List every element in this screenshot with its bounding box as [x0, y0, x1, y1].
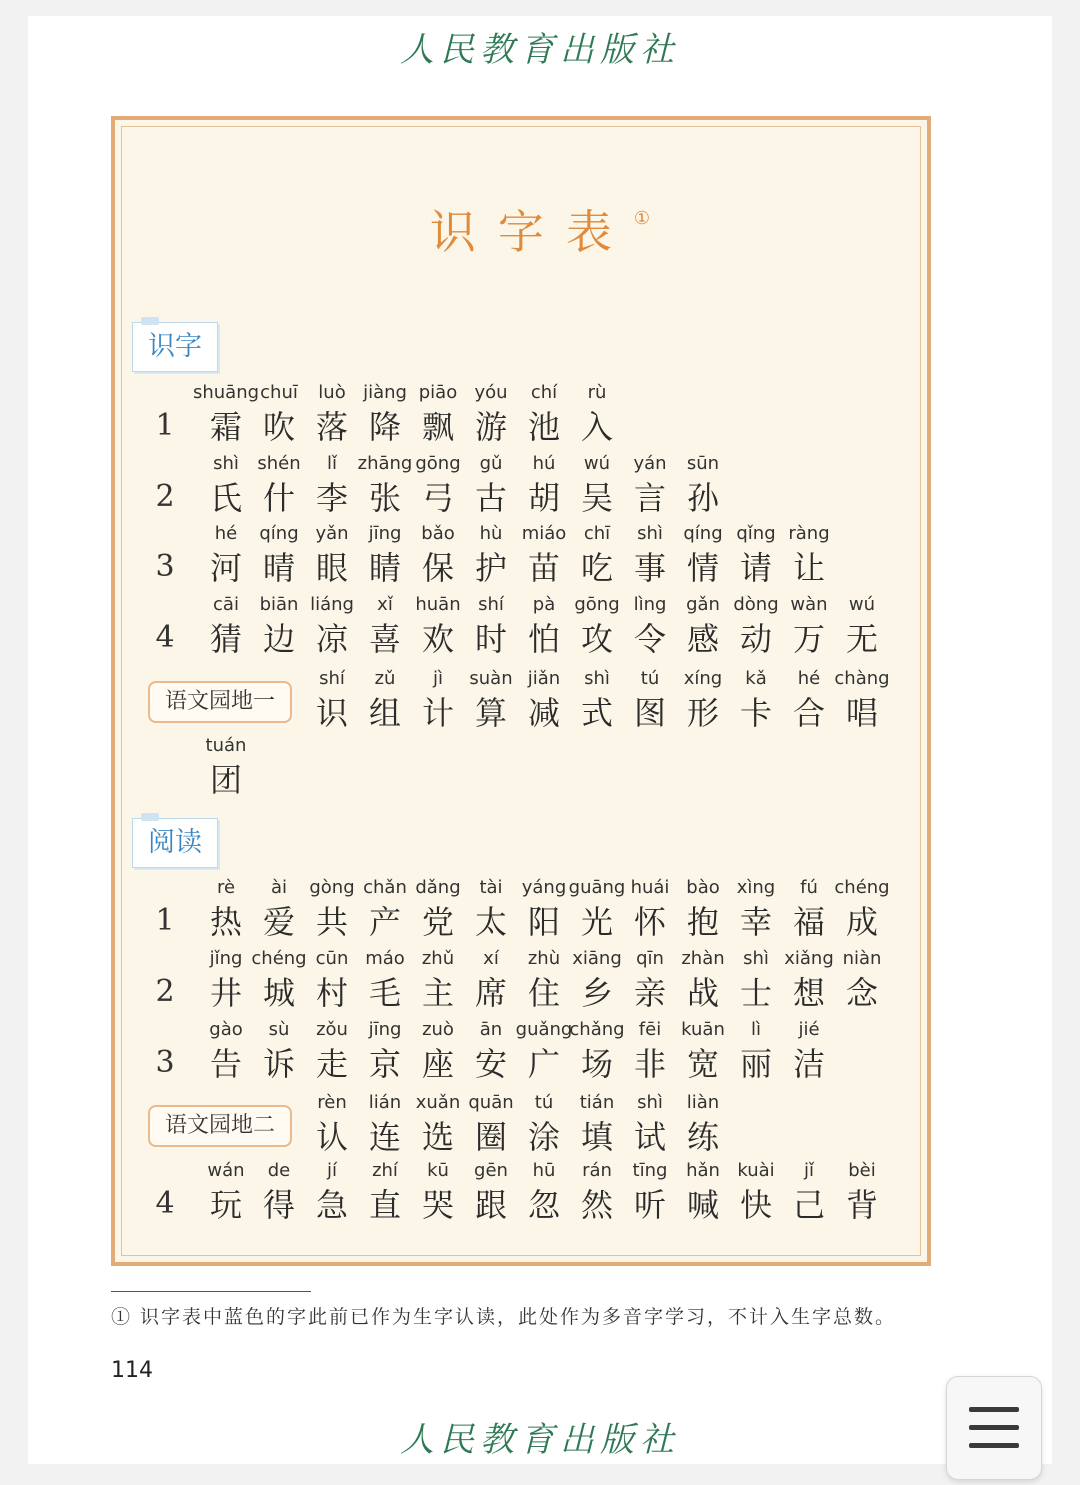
pinyin: shén [257, 453, 301, 474]
hanzi: 共 [315, 903, 348, 941]
pinyin: dòng [733, 594, 779, 615]
pinyin: qíng [259, 523, 299, 544]
pinyin: rán [582, 1160, 612, 1181]
pinyin: jiǎn [527, 668, 561, 689]
hanzi: 什 [262, 479, 295, 517]
section-tab-yuedu: 阅读 [132, 818, 218, 868]
hanzi: 得 [262, 1186, 295, 1224]
pinyin: pà [532, 594, 556, 615]
pinyin: qǐng [736, 523, 776, 544]
hanzi: 怕 [527, 620, 560, 658]
hamburger-menu-icon[interactable] [946, 1376, 1042, 1480]
hanzi: 落 [315, 408, 348, 446]
pinyin: xiǎng [784, 948, 834, 969]
pinyin: de [267, 1160, 291, 1181]
hanzi: 丽 [739, 1045, 772, 1083]
page-number: 114 [111, 1358, 153, 1383]
pinyin: hé [214, 523, 238, 544]
hanzi: 连 [368, 1118, 401, 1156]
hanzi: 降 [368, 408, 401, 446]
pinyin: tián [579, 1092, 615, 1113]
pinyin: zhù [527, 948, 561, 969]
shizi-row-3-char-cell [779, 522, 839, 590]
hanzi: 席 [474, 974, 507, 1012]
pinyin: zhàn [681, 948, 725, 969]
pinyin: xìng [736, 877, 776, 898]
pinyin: jì [432, 668, 443, 689]
hanzi: 孙 [686, 479, 719, 517]
pinyin: zǔ [374, 668, 396, 689]
pinyin: shì [584, 668, 610, 689]
pinyin: miáo [521, 523, 567, 544]
hanzi: 怀 [633, 903, 666, 941]
pinyin: piāo [418, 382, 458, 403]
pinyin: jié [798, 1019, 820, 1040]
hanzi: 井 [209, 974, 242, 1012]
pinyin: zǒu [316, 1019, 348, 1040]
pinyin: kuān [681, 1019, 725, 1040]
footnote-divider [111, 1291, 311, 1292]
shizi-row-1-char-cell [567, 381, 627, 449]
pinyin: jīng [368, 1019, 402, 1040]
pinyin: liàn [686, 1092, 720, 1113]
hanzi: 图 [633, 694, 666, 732]
hanzi: 晴 [262, 549, 295, 587]
hanzi: 洁 [792, 1045, 825, 1083]
pinyin: fú [800, 877, 818, 898]
pinyin: wú [848, 594, 876, 615]
hanzi: 唱 [845, 694, 878, 732]
pinyin: kuài [737, 1160, 775, 1181]
pinyin: chǎng [569, 1019, 625, 1040]
hanzi: 请 [739, 549, 772, 587]
hanzi: 涂 [527, 1118, 560, 1156]
pinyin: gòng [309, 877, 355, 898]
hanzi: 喊 [686, 1186, 719, 1224]
pinyin: tú [640, 668, 660, 689]
pinyin: máo [365, 948, 405, 969]
hanzi: 填 [580, 1118, 613, 1156]
hanzi: 诉 [262, 1045, 295, 1083]
hanzi: 村 [315, 974, 348, 1012]
hanzi: 党 [421, 903, 454, 941]
hanzi: 城 [262, 974, 295, 1012]
pinyin: yán [633, 453, 667, 474]
pinyin: yáng [521, 877, 567, 898]
row-number: 2 [155, 479, 175, 514]
pinyin: jí [326, 1160, 337, 1181]
yuedu-row-4-char-cell [832, 1159, 892, 1227]
hanzi: 京 [368, 1045, 401, 1083]
pinyin: shì [637, 523, 663, 544]
pinyin: guǎng [515, 1019, 573, 1040]
hanzi: 主 [421, 974, 454, 1012]
pinyin: ràng [788, 523, 830, 544]
pinyin: tīng [632, 1160, 668, 1181]
hanzi: 哭 [421, 1186, 454, 1224]
pinyin: tài [479, 877, 503, 898]
hanzi: 光 [580, 903, 613, 941]
hanzi: 跟 [474, 1186, 507, 1224]
hanzi: 张 [368, 479, 401, 517]
hanzi: 产 [368, 903, 401, 941]
pinyin: ài [270, 877, 288, 898]
hanzi: 爱 [262, 903, 295, 941]
pinyin: guāng [568, 877, 626, 898]
footnote: ① 识字表中蓝色的字此前已作为生字认读，此处作为多音字学习，不计入生字总数。 [111, 1306, 897, 1328]
hanzi: 减 [527, 694, 560, 732]
hanzi: 住 [527, 974, 560, 1012]
pinyin: lǐ [326, 453, 337, 474]
hanzi: 场 [580, 1045, 613, 1083]
hanzi: 广 [527, 1045, 560, 1083]
pinyin: zhāng [357, 453, 413, 474]
garden1-wrap-char-cell [196, 734, 256, 802]
title-text: 识字表 [429, 205, 634, 259]
hanzi: 福 [792, 903, 825, 941]
pinyin: shì [213, 453, 239, 474]
garden1-char-cell [832, 667, 892, 735]
pinyin: wàn [790, 594, 828, 615]
yuedu-row-3-char-cell [779, 1018, 839, 1086]
pinyin: hé [797, 668, 821, 689]
garden-label-2: 语文园地二 [148, 1105, 292, 1147]
hanzi: 情 [686, 549, 719, 587]
hanzi: 边 [262, 620, 295, 658]
hanzi: 圈 [474, 1118, 507, 1156]
hanzi: 吹 [262, 408, 295, 446]
section-tab-shizi: 识字 [132, 322, 218, 372]
hanzi: 氏 [209, 479, 242, 517]
pinyin: chī [583, 523, 611, 544]
hanzi: 飘 [421, 408, 454, 446]
hanzi: 热 [209, 903, 242, 941]
hanzi: 时 [474, 620, 507, 658]
pinyin: tuán [205, 735, 247, 756]
hanzi: 告 [209, 1045, 242, 1083]
hanzi: 睛 [368, 549, 401, 587]
pinyin: quān [468, 1092, 514, 1113]
pinyin: wán [207, 1160, 245, 1181]
hanzi: 己 [792, 1186, 825, 1224]
hanzi: 然 [580, 1186, 613, 1224]
pinyin: shì [743, 948, 769, 969]
pinyin: gōng [574, 594, 620, 615]
hanzi: 背 [845, 1186, 878, 1224]
pinyin: jīng [368, 523, 402, 544]
hanzi: 入 [580, 408, 613, 446]
hanzi: 池 [527, 408, 560, 446]
pinyin: xíng [683, 668, 723, 689]
shizi-row-4-char-cell [832, 593, 892, 661]
hanzi: 士 [739, 974, 772, 1012]
pinyin: jiàng [363, 382, 407, 403]
pinyin: yǎn [315, 523, 349, 544]
pinyin: sù [268, 1019, 290, 1040]
pinyin: dǎng [415, 877, 461, 898]
hanzi: 霜 [209, 408, 242, 446]
hanzi: 忽 [527, 1186, 560, 1224]
pinyin: biān [259, 594, 299, 615]
hanzi: 成 [845, 903, 878, 941]
row-number: 1 [155, 903, 175, 938]
pinyin: kǎ [745, 668, 767, 689]
hanzi: 太 [474, 903, 507, 941]
hanzi: 感 [686, 620, 719, 658]
pinyin: rèn [317, 1092, 347, 1113]
hanzi: 团 [209, 761, 242, 799]
pinyin: ān [479, 1019, 503, 1040]
hanzi: 计 [421, 694, 454, 732]
pinyin: shí [478, 594, 504, 615]
pinyin: lìng [633, 594, 667, 615]
pinyin: bǎo [421, 523, 455, 544]
pinyin: huān [415, 594, 461, 615]
pinyin: lián [368, 1092, 402, 1113]
pinyin: shuāng [192, 382, 260, 403]
page-title [0, 196, 1080, 262]
pinyin: yóu [474, 382, 508, 403]
hanzi: 令 [633, 620, 666, 658]
hanzi: 动 [739, 620, 772, 658]
pinyin: sūn [686, 453, 720, 474]
hanzi: 想 [792, 974, 825, 1012]
pinyin: lì [750, 1019, 761, 1040]
publisher-logo-bottom: 人民教育出版社 [400, 1420, 680, 1460]
hanzi: 直 [368, 1186, 401, 1224]
pinyin: zhǔ [421, 948, 455, 969]
pinyin: huái [630, 877, 670, 898]
pinyin: hū [532, 1160, 556, 1181]
pinyin: zuò [422, 1019, 454, 1040]
hanzi: 无 [845, 620, 878, 658]
pinyin: xǐ [377, 594, 393, 615]
pinyin: xuǎn [415, 1092, 461, 1113]
pinyin: bèi [848, 1160, 876, 1181]
hanzi: 念 [845, 974, 878, 1012]
hanzi: 听 [633, 1186, 666, 1224]
pinyin: cūn [315, 948, 349, 969]
pinyin: wú [583, 453, 611, 474]
row-number: 1 [155, 408, 175, 443]
pinyin: chàng [834, 668, 890, 689]
pinyin: kū [427, 1160, 449, 1181]
hanzi: 玩 [209, 1186, 242, 1224]
pinyin: rè [216, 877, 236, 898]
pinyin: chéng [834, 877, 890, 898]
hanzi: 李 [315, 479, 348, 517]
pinyin: liáng [310, 594, 354, 615]
hanzi: 事 [633, 549, 666, 587]
hanzi: 阳 [527, 903, 560, 941]
pinyin: luò [318, 382, 346, 403]
yuedu-row-1-char-cell [832, 876, 892, 944]
hanzi: 猜 [209, 620, 242, 658]
pinyin: chǎn [363, 877, 407, 898]
hanzi: 万 [792, 620, 825, 658]
row-number: 4 [155, 1186, 175, 1221]
pinyin: suàn [469, 668, 513, 689]
garden2-char-cell [673, 1091, 733, 1159]
pinyin: fēi [638, 1019, 662, 1040]
row-number: 2 [155, 974, 175, 1009]
hanzi: 走 [315, 1045, 348, 1083]
hanzi: 古 [474, 479, 507, 517]
hanzi: 快 [739, 1186, 772, 1224]
pinyin: shí [319, 668, 345, 689]
hanzi: 保 [421, 549, 454, 587]
hanzi: 形 [686, 694, 719, 732]
hanzi: 战 [686, 974, 719, 1012]
pinyin: zhí [372, 1160, 398, 1181]
pinyin: bào [686, 877, 720, 898]
hanzi: 抱 [686, 903, 719, 941]
pinyin: hǎn [686, 1160, 720, 1181]
yuedu-row-2-char-cell [832, 947, 892, 1015]
pinyin: chuī [260, 382, 298, 403]
pinyin: gǔ [479, 453, 503, 474]
hanzi: 眼 [315, 549, 348, 587]
hanzi: 急 [315, 1186, 348, 1224]
pinyin: cāi [213, 594, 239, 615]
hanzi: 试 [633, 1118, 666, 1156]
hanzi: 毛 [368, 974, 401, 1012]
pinyin: niàn [842, 948, 882, 969]
hanzi: 护 [474, 549, 507, 587]
pinyin: qíng [683, 523, 723, 544]
pinyin: xí [483, 948, 499, 969]
pinyin: chéng [251, 948, 307, 969]
hanzi: 让 [792, 549, 825, 587]
pinyin: xiāng [572, 948, 622, 969]
pinyin: qīn [636, 948, 664, 969]
hanzi: 攻 [580, 620, 613, 658]
publisher-logo-top: 人民教育出版社 [400, 30, 680, 70]
hanzi: 凉 [315, 620, 348, 658]
hanzi: 欢 [421, 620, 454, 658]
row-number: 3 [155, 549, 175, 584]
pinyin: rù [587, 382, 607, 403]
row-number: 3 [155, 1045, 175, 1080]
hanzi: 认 [315, 1118, 348, 1156]
hanzi: 游 [474, 408, 507, 446]
pinyin: gǎn [686, 594, 720, 615]
row-number: 4 [155, 620, 175, 655]
pinyin: hú [532, 453, 556, 474]
hanzi: 安 [474, 1045, 507, 1083]
hanzi: 座 [421, 1045, 454, 1083]
pinyin: gōng [415, 453, 461, 474]
hanzi: 宽 [686, 1045, 719, 1083]
pinyin: shì [637, 1092, 663, 1113]
pinyin: gēn [474, 1160, 508, 1181]
pinyin: hù [479, 523, 503, 544]
hanzi: 喜 [368, 620, 401, 658]
hanzi: 吃 [580, 549, 613, 587]
pinyin: jǐng [209, 948, 243, 969]
garden-label-1: 语文园地一 [148, 681, 292, 723]
hanzi: 算 [474, 694, 507, 732]
hanzi: 河 [209, 549, 242, 587]
title-footnote-mark: ① [633, 208, 651, 229]
hanzi: 识 [315, 694, 348, 732]
hanzi: 组 [368, 694, 401, 732]
hanzi: 式 [580, 694, 613, 732]
hanzi: 合 [792, 694, 825, 732]
hanzi: 苗 [527, 549, 560, 587]
pinyin: tú [534, 1092, 554, 1113]
hanzi: 亲 [633, 974, 666, 1012]
hanzi: 言 [633, 479, 666, 517]
hanzi: 非 [633, 1045, 666, 1083]
hanzi: 吴 [580, 479, 613, 517]
pinyin: gào [209, 1019, 243, 1040]
hanzi: 乡 [580, 974, 613, 1012]
hanzi: 卡 [739, 694, 772, 732]
hanzi: 幸 [739, 903, 772, 941]
hanzi: 弓 [421, 479, 454, 517]
hanzi: 胡 [527, 479, 560, 517]
pinyin: jǐ [803, 1160, 814, 1181]
hanzi: 练 [686, 1118, 719, 1156]
shizi-row-2-char-cell [673, 452, 733, 520]
hanzi: 选 [421, 1118, 454, 1156]
pinyin: chí [530, 382, 558, 403]
